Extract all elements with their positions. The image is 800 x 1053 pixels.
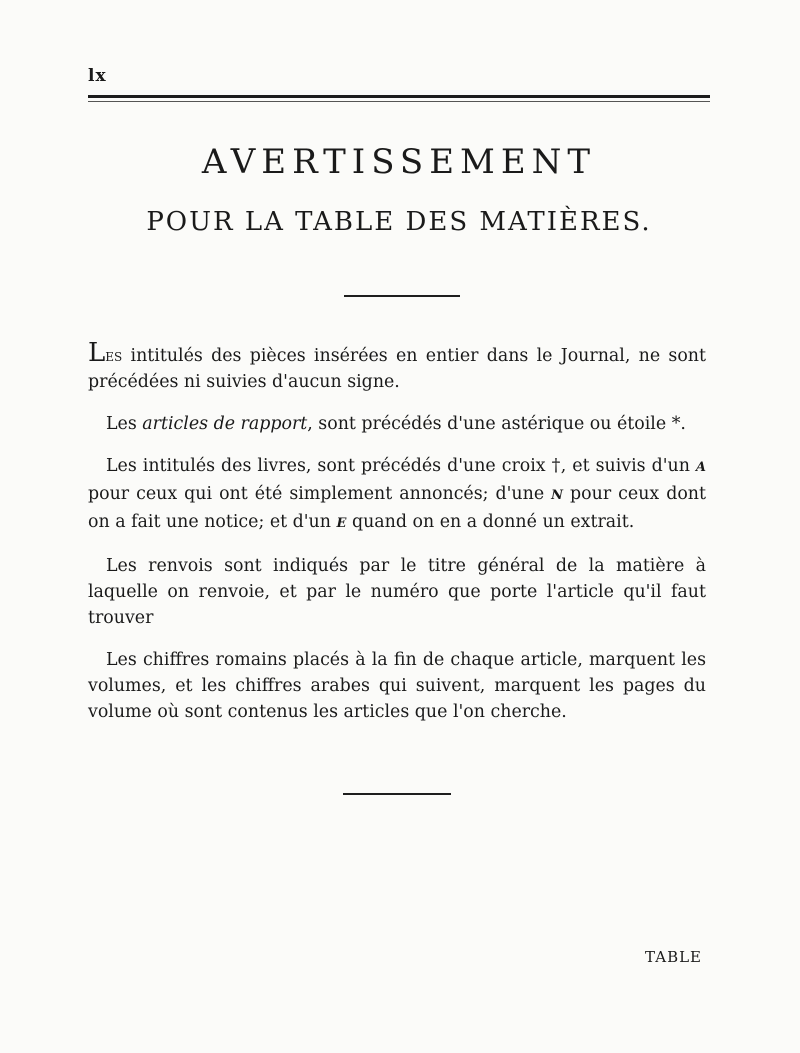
header-rule-thin bbox=[88, 101, 710, 102]
paragraph-4 bbox=[88, 553, 706, 631]
letter-a: A bbox=[695, 460, 706, 475]
paragraph-3-part-2: pour ceux qui ont été simplement annoncés; d'une bbox=[88, 484, 552, 504]
paragraph-2-after: , sont précédés d'une astérique ou étoile *. bbox=[307, 414, 686, 434]
page-subtitle: POUR LA TABLE DES MATIÈRES. bbox=[146, 207, 652, 237]
small-caps-text: es bbox=[105, 346, 123, 366]
paragraph-3-part-4: quand on en a donné un extrait. bbox=[346, 512, 635, 532]
paragraph-2 bbox=[88, 411, 706, 437]
paragraph-1 bbox=[88, 340, 706, 395]
page-title: AVERTISSEMENT bbox=[201, 142, 597, 182]
paragraph-5 bbox=[88, 647, 706, 725]
drop-cap: L bbox=[88, 338, 106, 368]
paragraph-3-part-3: pour ceux dont on a fait une notice; et d'un bbox=[88, 484, 706, 532]
body-text bbox=[88, 340, 706, 741]
paragraph-3 bbox=[88, 453, 706, 537]
paragraph-4-text: Les renvois sont indiqués par le titre général de la matière à laquelle on renvoie, et par le numéro que porte l'article qu'il faut trouver bbox=[88, 556, 706, 628]
italic-term: articles de rapport bbox=[142, 414, 308, 434]
paragraph-5-text: Les chiffres romains placés à la fin de chaque article, marquent les volumes, et les chiffres arabes qui suivent, marquent les pages du volume où sont contenus les articles que l'on cherche. bbox=[88, 650, 706, 722]
page-number: lx bbox=[88, 66, 107, 86]
end-divider bbox=[343, 793, 451, 795]
catchword: TABLE bbox=[645, 948, 702, 966]
letter-n: N bbox=[551, 488, 564, 503]
paragraph-3-part-1: Les intitulés des livres, sont précédés d'une croix †, et suivis d'un bbox=[106, 456, 696, 476]
title-divider bbox=[344, 295, 460, 297]
letter-e: E bbox=[336, 516, 347, 531]
header-rule bbox=[88, 95, 710, 98]
paragraph-1-text: intitulés des pièces insérées en entier dans le Journal, ne sont précédées ni suivies d'aucun signe. bbox=[88, 346, 706, 392]
paragraph-2-before: Les bbox=[106, 414, 143, 434]
